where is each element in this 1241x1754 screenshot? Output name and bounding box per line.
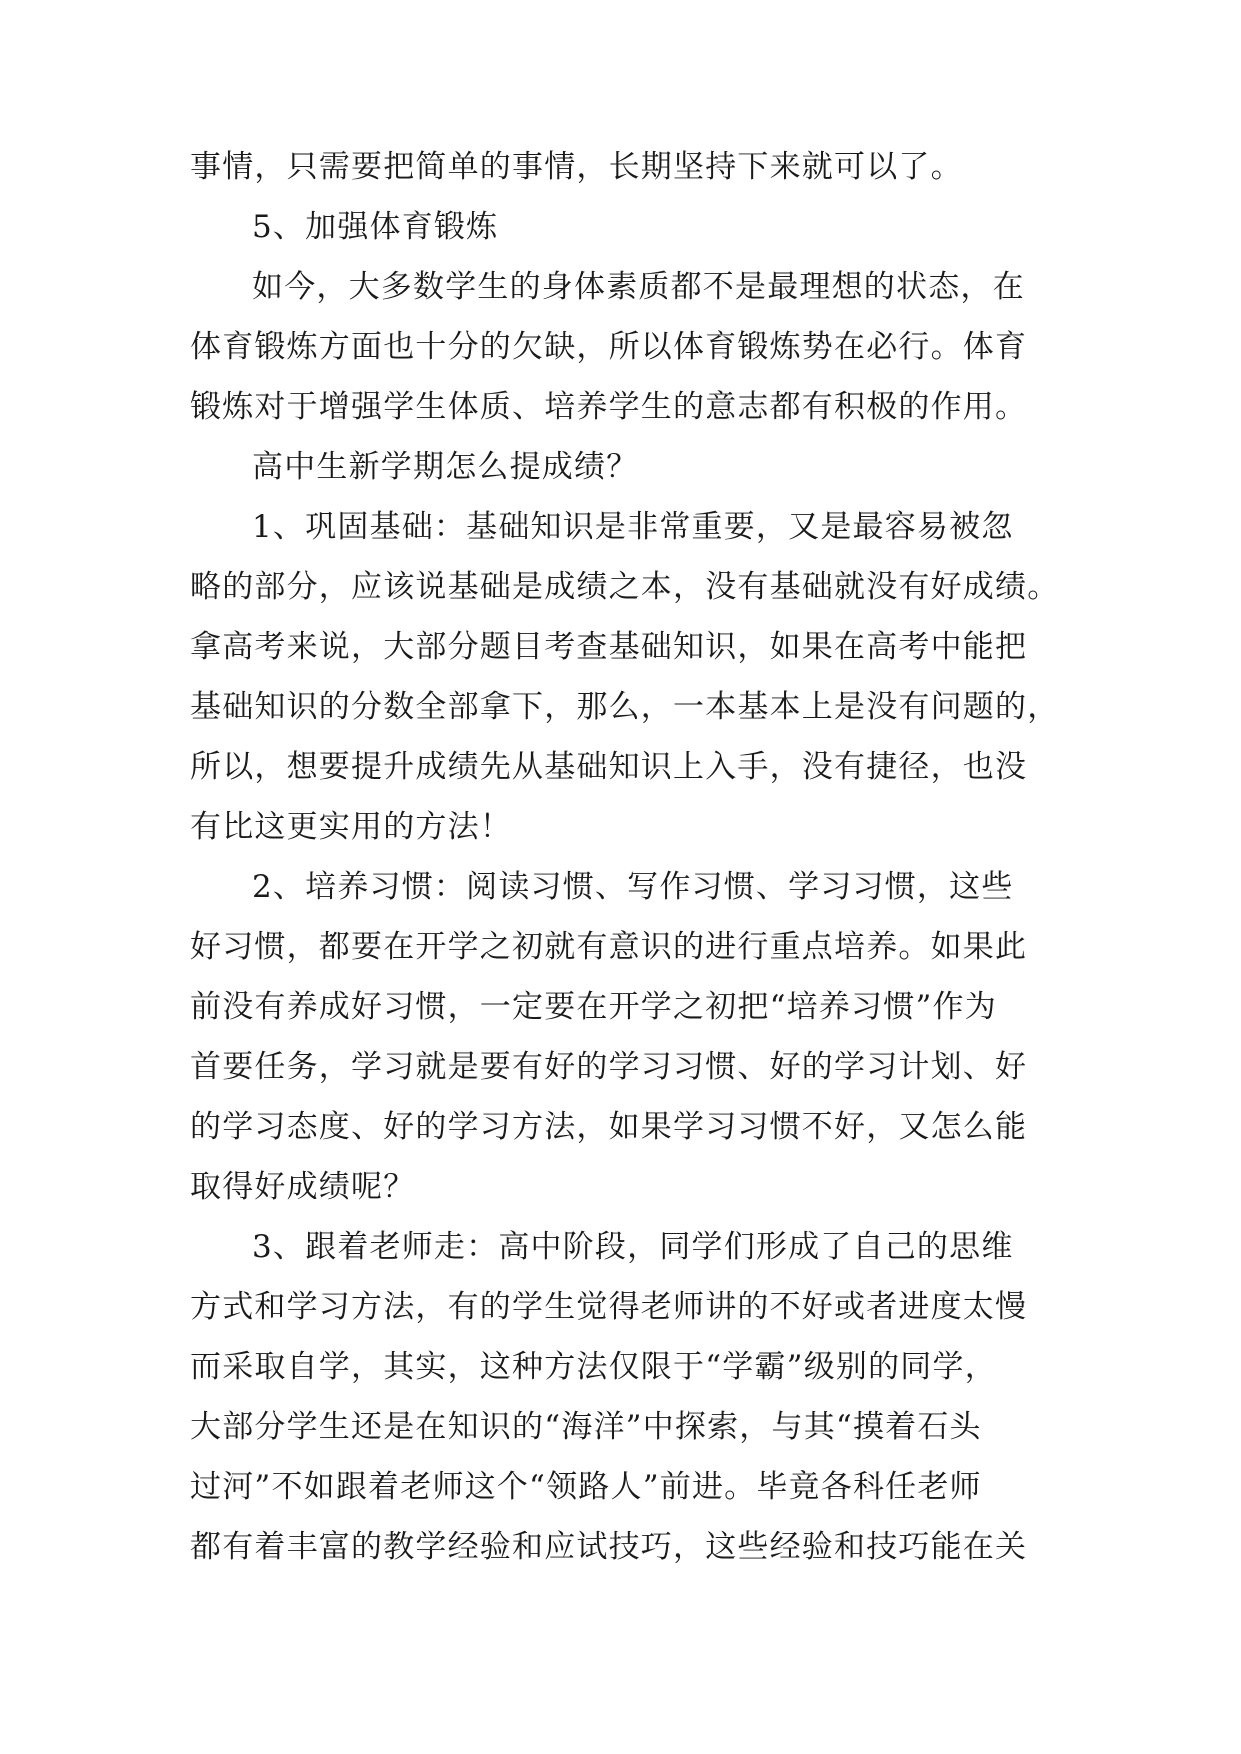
text-line: 1、巩固基础：基础知识是非常重要，又是最容易被忽 — [252, 509, 1014, 545]
text-line: 拿高考来说，大部分题目考查基础知识，如果在高考中能把 — [190, 629, 1028, 665]
text-line: 所以，想要提升成绩先从基础知识上入手，没有捷径，也没 — [190, 749, 1028, 785]
text-line: 而采取自学，其实，这种方法仅限于“学霸”级别的同学， — [190, 1349, 997, 1385]
text-line: 首要任务，学习就是要有好的学习习惯、好的学习计划、好 — [190, 1049, 1028, 1085]
text-line: 略的部分，应该说基础是成绩之本，没有基础就没有好成绩。 — [190, 569, 1060, 605]
text-line: 如今，大多数学生的身体素质都不是最理想的状态，在 — [252, 269, 1025, 305]
text-line: 大部分学生还是在知识的“海洋”中探索，与其“摸着石头 — [190, 1409, 982, 1445]
text-line: 都有着丰富的教学经验和应试技巧，这些经验和技巧能在关 — [190, 1529, 1028, 1565]
text-line: 体育锻炼方面也十分的欠缺，所以体育锻炼势在必行。体育 — [190, 329, 1028, 365]
text-line: 的学习态度、好的学习方法，如果学习习惯不好，又怎么能 — [190, 1109, 1028, 1145]
text-line: 事情，只需要把简单的事情，长期坚持下来就可以了。 — [190, 149, 963, 185]
text-line: 基础知识的分数全部拿下，那么，一本基本上是没有问题的， — [190, 689, 1060, 725]
text-line: 过河”不如跟着老师这个“领路人”前进。毕竟各科任老师 — [190, 1469, 982, 1505]
text-line: 有比这更实用的方法！ — [190, 809, 512, 845]
text-line: 锻炼对于增强学生体质、培养学生的意志都有积极的作用。 — [190, 389, 1028, 425]
section-heading: 高中生新学期怎么提成绩？ — [252, 449, 639, 485]
text-line: 方式和学习方法，有的学生觉得老师讲的不好或者进度太慢 — [190, 1289, 1028, 1325]
section-heading: 5、加强体育锻炼 — [252, 209, 499, 245]
text-line: 3、跟着老师走：高中阶段，同学们形成了自己的思维 — [252, 1229, 1014, 1265]
text-line: 2、培养习惯：阅读习惯、写作习惯、学习习惯，这些 — [252, 869, 1014, 905]
text-line: 取得好成绩呢？ — [190, 1169, 416, 1205]
text-line: 前没有养成好习惯，一定要在开学之初把“培养习惯”作为 — [190, 989, 997, 1025]
text-line: 好习惯，都要在开学之初就有意识的进行重点培养。如果此 — [190, 929, 1028, 965]
